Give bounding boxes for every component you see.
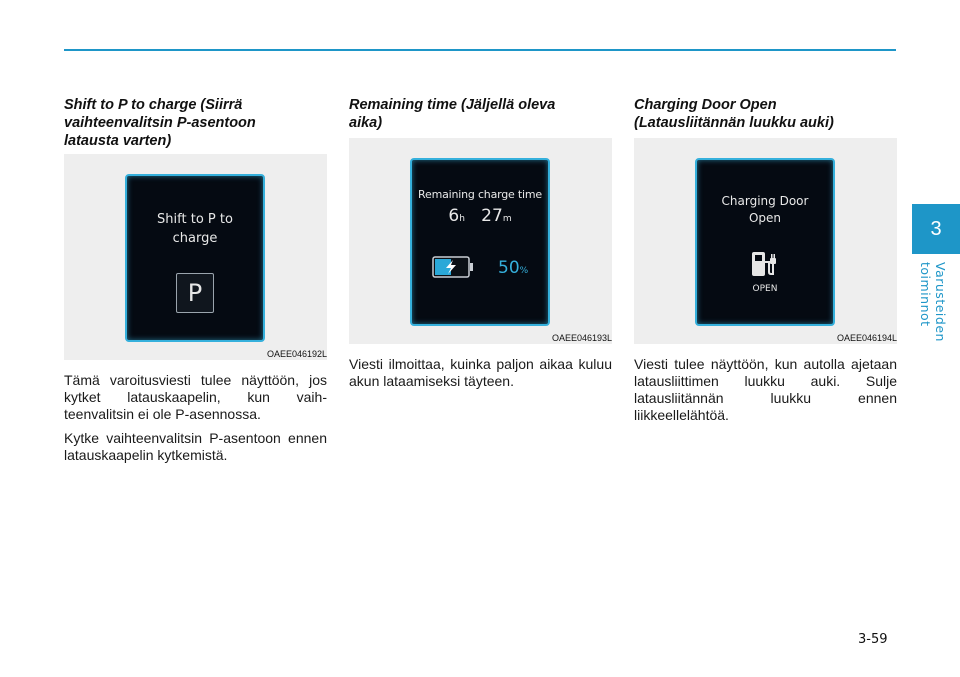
remaining-time-value: 6h 27m [448, 206, 512, 226]
cluster-display [695, 158, 835, 326]
page-number: 3-59 [858, 632, 888, 647]
header-rule [64, 49, 896, 51]
message-line-2: Open [748, 211, 782, 225]
section-heading: Charging Door Open (Latausliitännän luukku auki) [634, 97, 834, 131]
door-status: OPEN [752, 284, 778, 294]
gear-p-indicator: P [176, 273, 214, 313]
figure-code: OAEE046192L [266, 349, 327, 359]
paragraph: Kytke vaihteenvalitsin P-asentoon ennen latauskaapelin kytkemistä. [64, 430, 327, 463]
paragraph: Tämä varoitusviesti tulee näyttöön, jos kytket latauskaapelin, kun vaih-teenvalitsin ei ole P-asennossa. [64, 372, 327, 422]
section-heading: Shift to P to charge (Siirrä vaihteenvalitsin P-asentoon latausta varten) [64, 97, 256, 149]
paragraph: Viesti tulee näyttöön, kun autolla ajetaan latausliittimen luukku auki. Sulje latausliitännän luukku ennen liikkeellelähtöä. [634, 356, 897, 423]
message-line-1: Shift to P to [157, 212, 233, 227]
figure-charging-door-open [634, 138, 897, 344]
section-charging-door-open [634, 96, 897, 423]
figure-code: OAEE046193L [551, 333, 612, 343]
chapter-title: Varusteiden toiminnot [918, 262, 948, 342]
section-heading: Remaining time (Jäljellä oleva aika) [349, 97, 556, 131]
figure-remaining-time [349, 138, 612, 344]
section-shift-to-p [64, 96, 327, 463]
paragraph: Viesti ilmoittaa, kuinka paljon aikaa kuluu akun lataamiseksi täyteen. [349, 356, 612, 389]
battery-percent: 50% [498, 258, 529, 278]
remaining-time-title: Remaining charge time [418, 188, 542, 201]
cluster-display [125, 174, 265, 342]
chapter-number-tab: 3 [912, 204, 960, 254]
message-line-2: charge [172, 231, 218, 246]
message-line-1: Charging Door [721, 194, 809, 208]
figure-shift-to-p [64, 154, 327, 360]
charging-station-icon [749, 248, 781, 280]
battery-charging-icon [432, 256, 474, 278]
section-remaining-time [349, 96, 612, 389]
figure-code: OAEE046194L [836, 333, 897, 343]
cluster-display [410, 158, 550, 326]
